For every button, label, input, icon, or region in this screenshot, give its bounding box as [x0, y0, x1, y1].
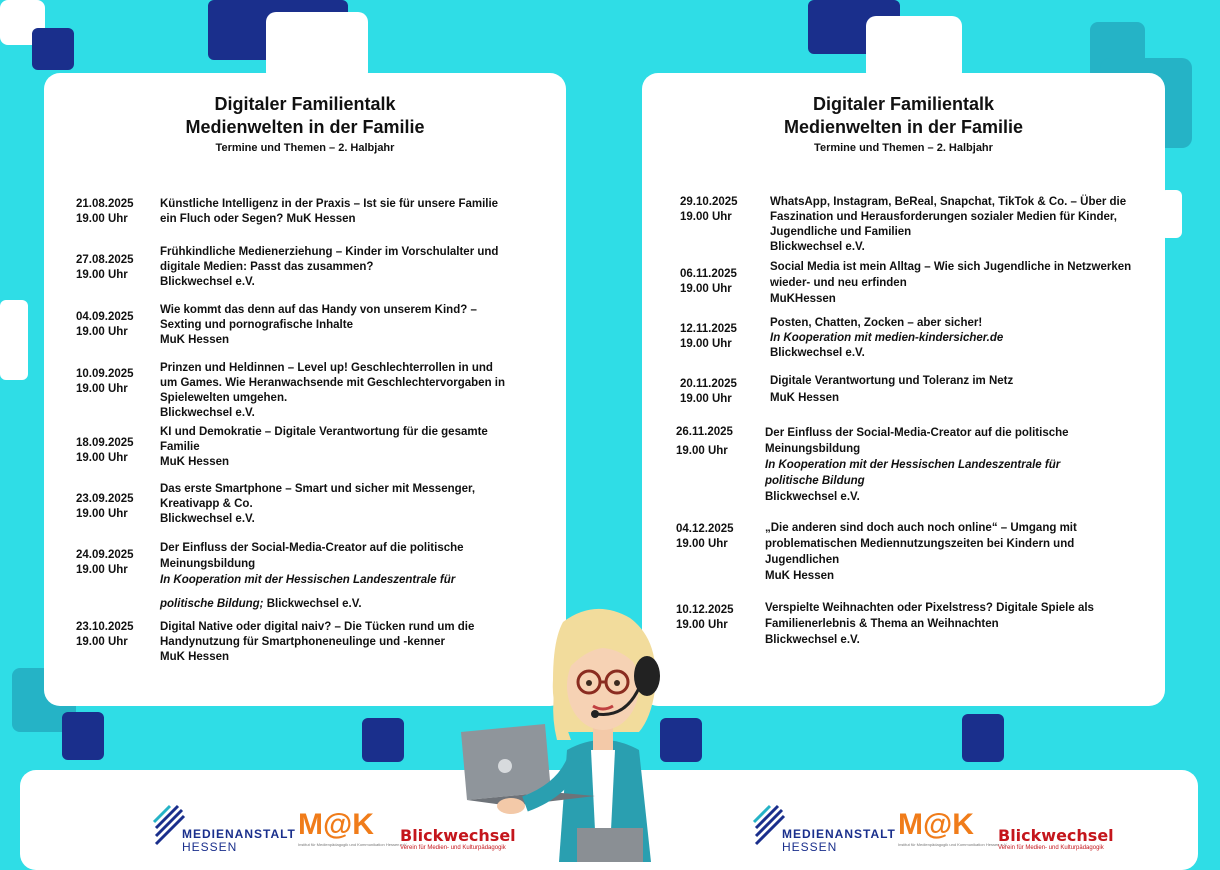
event-title: Digitale Verantwortung und Toleranz im Netz [770, 375, 1014, 387]
event-title: problematischen Mediennutzungszeiten bei Kindern und [765, 538, 1075, 550]
event-title: Kreativapp & Co. [160, 498, 253, 510]
event-date: 23.10.2025 [76, 621, 134, 633]
event-cooperation: In Kooperation mit der Hessischen Landeszentrale für [160, 574, 456, 586]
event-time: 19.00 Uhr [76, 564, 128, 576]
event-title: KI und Demokratie – Digitale Verantwortung für die gesamte [160, 426, 488, 438]
event-title: Faszination und Herausforderungen sozialer Medien für Kinder, [770, 211, 1117, 223]
event-organizer: Blickwechsel e.V. [160, 276, 255, 288]
deco-square [32, 28, 74, 70]
logo-subtext: Institut für Medienpädagogik und Kommunikation Hessen e.V. [298, 842, 408, 847]
event-time: 19.00 Uhr [676, 619, 728, 631]
event-organizer: MuK Hessen [286, 213, 356, 225]
logo-subtext: Institut für Medienpädagogik und Kommunikation Hessen e.V. [898, 842, 1008, 847]
event-title: Familienerlebnis & Thema an Weihnachten [765, 618, 999, 630]
event-title: Prinzen und Heldinnen – Level up! Geschlechterrollen in und [160, 362, 493, 374]
event-date: 06.11.2025 [680, 268, 737, 280]
event-date: 04.09.2025 [76, 311, 134, 323]
logo-text: MEDIENANSTALT [182, 827, 296, 841]
logo-subtext: Verein für Medien- und Kulturpädagogik [400, 845, 506, 851]
event-time: 19.00 Uhr [76, 452, 128, 464]
event-organizer: Blickwechsel e.V. [266, 598, 362, 610]
event-date: 20.11.2025 [680, 378, 737, 390]
logo-text: M@K [298, 808, 374, 841]
medienanstalt-icon [752, 804, 786, 850]
medienanstalt-icon [152, 804, 186, 850]
event-time: 19.00 Uhr [680, 393, 732, 405]
event-organizer: MuK Hessen [765, 570, 835, 582]
schedule-panel-right [642, 73, 1165, 706]
event-date: 10.09.2025 [76, 368, 134, 380]
event-cooperation: politische Bildung [765, 475, 865, 487]
event-cooperation: politische Bildung; [160, 598, 264, 610]
event-title: wieder- und neu erfinden [770, 277, 907, 289]
event-title: Familie [160, 441, 200, 453]
medienanstalt-logo [152, 800, 296, 854]
event-date: 24.09.2025 [76, 549, 134, 561]
event-time: 19.00 Uhr [680, 283, 732, 295]
event-title: Jugendlichen [765, 554, 840, 566]
event-organizer: Blickwechsel e.V. [770, 347, 865, 359]
medienanstalt-logo [752, 800, 896, 854]
event-title: digitale Medien: Passt das zusammen? [160, 261, 374, 273]
panel-header [44, 93, 566, 154]
event-time: 19.00 Uhr [76, 508, 128, 520]
event-title: WhatsApp, Instagram, BeReal, Snapchat, TikTok & Co. – Über die [770, 196, 1127, 208]
event-date: 27.08.2025 [76, 254, 134, 266]
event-title: Verspielte Weihnachten oder Pixelstress? Digitale Spiele als [765, 602, 1094, 614]
event-date: 10.12.2025 [676, 604, 734, 616]
event-date: 18.09.2025 [76, 437, 134, 449]
event-organizer: Blickwechsel e.V. [160, 407, 255, 419]
event-organizer: Blickwechsel e.V. [770, 241, 865, 253]
event-organizer: MuK Hessen [160, 456, 230, 468]
event-title: Der Einfluss der Social-Media-Creator auf die politische [160, 542, 464, 554]
event-title: Das erste Smartphone – Smart und sicher mit Messenger, [160, 483, 476, 495]
panel-header [642, 93, 1165, 154]
event-organizer: MuK Hessen [770, 392, 840, 404]
event-organizer: Blickwechsel e.V. [765, 634, 860, 646]
logo-text: HESSEN [782, 840, 838, 854]
event-title: Digital Native oder digital naiv? – Die Tücken rund um die [160, 621, 475, 633]
deco-square [0, 300, 28, 380]
event-time: 19.00 Uhr [76, 636, 128, 648]
event-title: Künstliche Intelligenz in der Praxis – Ist sie für unsere Familie [160, 198, 499, 210]
event-title: Frühkindliche Medienerziehung – Kinder im Vorschulalter und [160, 246, 499, 258]
logo-text: MEDIENANSTALT [782, 827, 896, 841]
event-time: 19.00 Uhr [76, 383, 128, 395]
event-title: Meinungsbildung [160, 558, 256, 570]
panel-title: Digitaler Familientalk [812, 94, 995, 114]
woman-with-laptop-illustration [455, 600, 695, 862]
event-time: 19.00 Uhr [76, 326, 128, 338]
event-title: Spielewelten umgehen. [160, 392, 288, 404]
event-time: 19.00 Uhr [680, 211, 732, 223]
event-title: Wie kommt das denn auf das Handy von unserem Kind? – [160, 304, 477, 316]
event-title: Meinungsbildung [765, 443, 861, 455]
logo-subtext: Verein für Medien- und Kulturpädagogik [998, 845, 1104, 851]
deco-square [266, 12, 368, 82]
event-title: Der Einfluss der Social-Media-Creator auf die politische [765, 427, 1069, 439]
event-title: Sexting und pornografische Inhalte [160, 319, 353, 331]
event-date: 26.11.2025 [676, 426, 733, 438]
logo-text: M@K [898, 808, 974, 841]
event-title: Jugendliche und Familien [770, 226, 912, 238]
event-time: 19.00 Uhr [676, 445, 728, 457]
event-title: Posten, Chatten, Zocken – aber sicher! [770, 317, 983, 329]
panel-title: Digitaler Familientalk [214, 94, 396, 114]
logo-text: HESSEN [182, 840, 238, 854]
blickwechsel-logo [998, 826, 1114, 851]
event-date: 21.08.2025 [76, 198, 134, 210]
muk-logo [898, 808, 1007, 847]
panel-subtitle: Termine und Themen – 2. Halbjahr [814, 142, 993, 154]
event-date: 04.12.2025 [676, 523, 734, 535]
event-date: 12.11.2025 [680, 323, 737, 335]
deco-square [362, 718, 404, 762]
event-organizer: Blickwechsel e.V. [765, 491, 860, 503]
event-date: 23.09.2025 [76, 493, 134, 505]
event-organizer: MuKHessen [770, 293, 836, 305]
panel-subtitle: Termine und Themen – 2. Halbjahr [215, 142, 395, 154]
logo-text: Blickwechsel [400, 826, 516, 845]
event-title: um Games. Wie Heranwachsende mit Geschlechtervorgaben in [160, 377, 506, 389]
muk-logo [298, 808, 407, 847]
event-title: Social Media ist mein Alltag – Wie sich Jugendliche in Netzwerken [770, 261, 1132, 273]
deco-square [962, 714, 1004, 762]
event-time: 19.00 Uhr [76, 269, 128, 281]
event-title: Handynutzung für Smartphoneneulinge und -kenner [160, 636, 445, 648]
event-organizer: Blickwechsel e.V. [160, 513, 255, 525]
event-time: 19.00 Uhr [680, 338, 732, 350]
event-title: „Die anderen sind doch auch noch online“ – Umgang mit [765, 522, 1077, 534]
panel-title: Medienwelten in der Familie [185, 117, 425, 137]
event-organizer: MuK Hessen [160, 651, 230, 663]
event-organizer: MuK Hessen [160, 334, 230, 346]
event-cooperation: In Kooperation mit der Hessischen Landeszentrale für [765, 459, 1061, 471]
deco-square [62, 712, 104, 760]
event-time: 19.00 Uhr [76, 213, 128, 225]
event-date: 29.10.2025 [680, 196, 738, 208]
event-cooperation: In Kooperation mit medien-kindersicher.de [770, 332, 1004, 344]
panel-title: Medienwelten in der Familie [783, 117, 1024, 137]
event-time: 19.00 Uhr [676, 538, 728, 550]
logo-text: Blickwechsel [998, 826, 1114, 845]
event-title: ein Fluch oder Segen? [160, 213, 284, 225]
